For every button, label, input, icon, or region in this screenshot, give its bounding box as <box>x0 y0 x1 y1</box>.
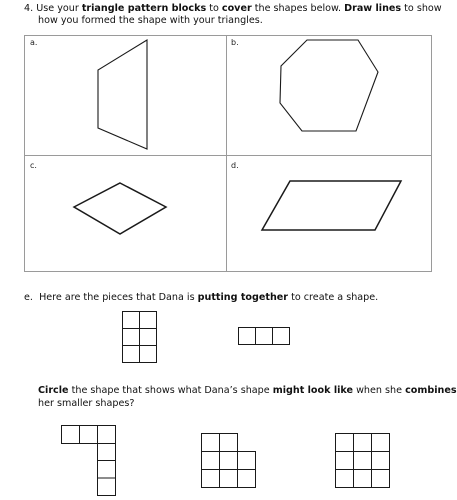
circle-prompt-line2: her smaller shapes? <box>38 398 135 409</box>
answer-option-3[interactable] <box>332 430 392 492</box>
cell-label-c: c. <box>30 161 37 170</box>
answer-option-2[interactable] <box>198 430 260 492</box>
answer-option-1[interactable] <box>58 422 120 498</box>
question-text-line1: 4. Use your triangle pattern blocks to cover the shapes below. Draw lines to show <box>24 3 442 14</box>
circle-prompt-line1: Circle the shape that shows what Dana’s shape might look like when she combines <box>38 385 457 396</box>
cell-label-d: d. <box>231 161 239 170</box>
cell-label-a: a. <box>30 38 38 47</box>
piece-row-1x3 <box>236 325 294 347</box>
piece-grid-3x2 <box>120 309 160 365</box>
part-e-label: e. <box>24 292 33 303</box>
question-text-line2: how you formed the shape with your triangles. <box>38 15 263 26</box>
cell-label-b: b. <box>231 38 239 47</box>
question-number: 4. <box>24 3 34 14</box>
part-e-text: e. Here are the pieces that Dana is putting together to create a shape. <box>24 292 379 303</box>
